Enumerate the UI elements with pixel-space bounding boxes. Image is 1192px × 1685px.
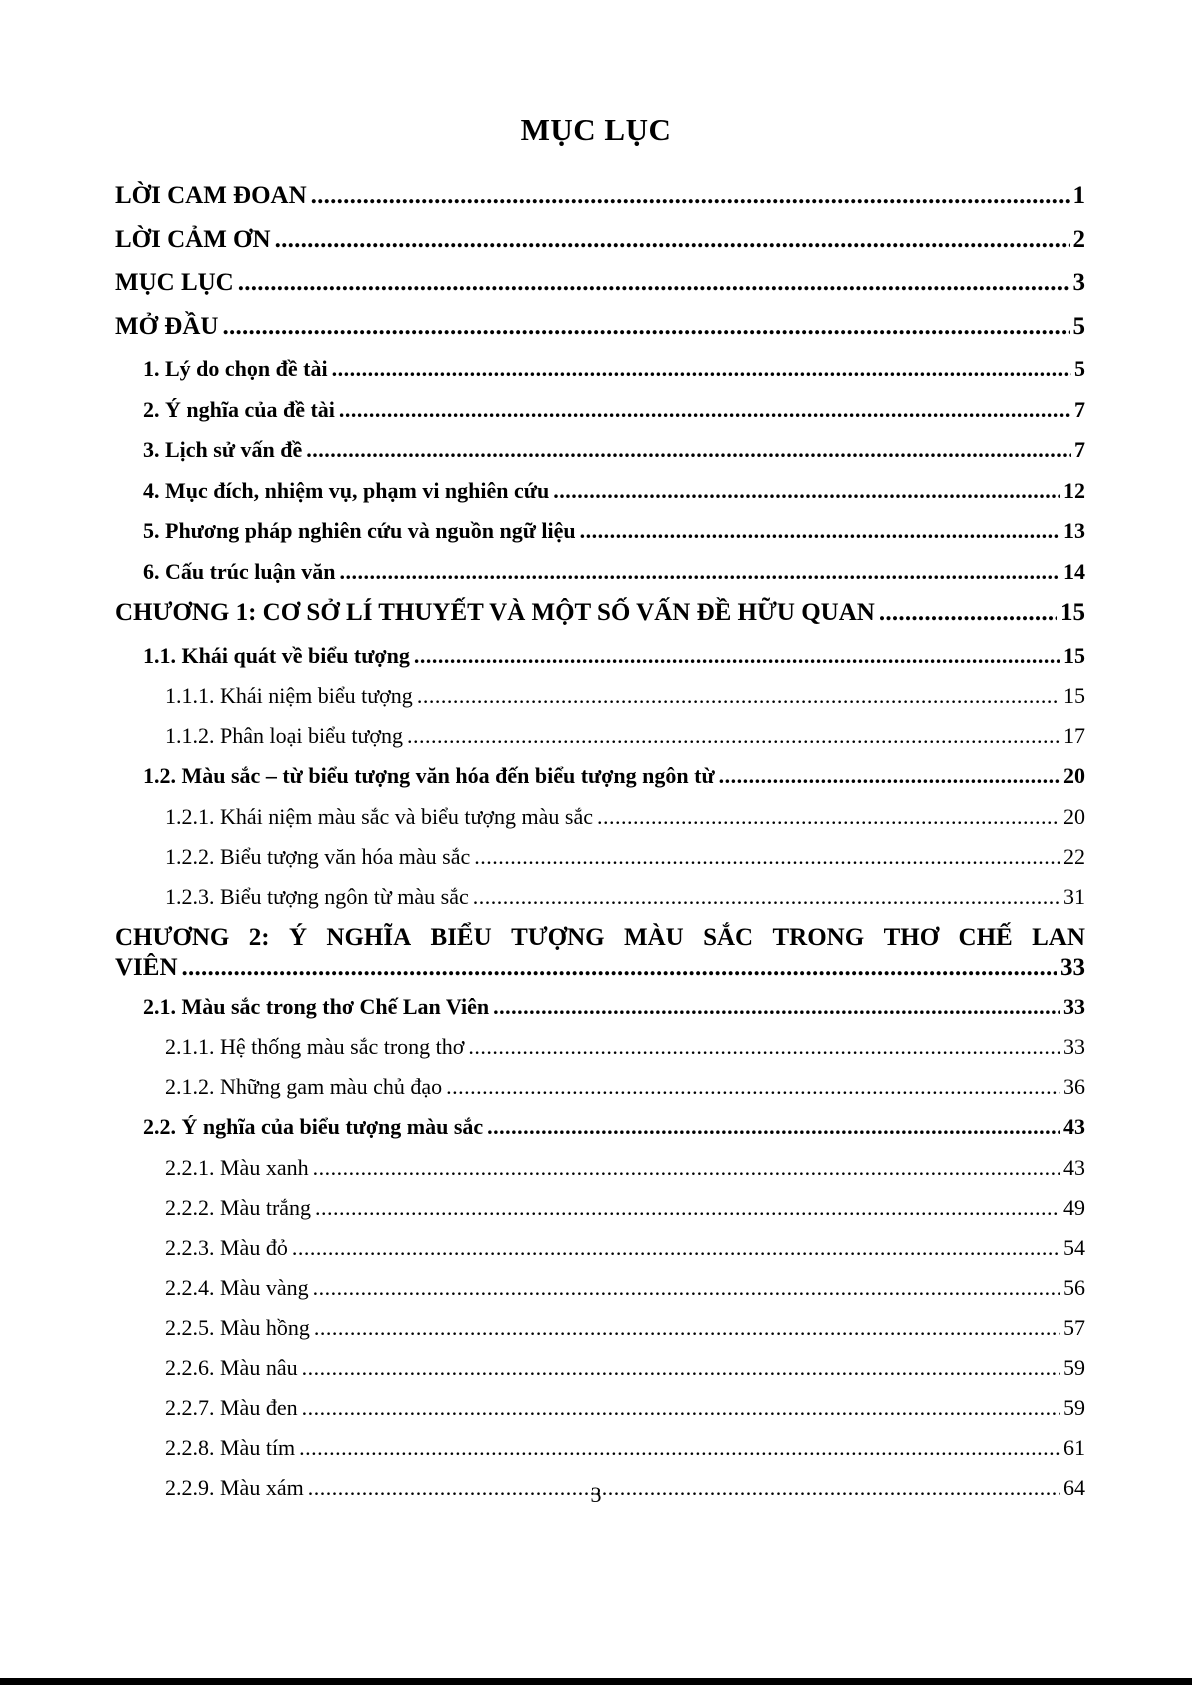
dot-leader (446, 1074, 1060, 1100)
toc-entry[interactable] (115, 559, 1085, 600)
toc-entry-label: 2.2.4. Màu vàng (165, 1274, 309, 1300)
dot-leader (313, 1275, 1060, 1301)
toc-page-number: 5 (1072, 312, 1085, 340)
toc-entry-label: 1.2. Màu sắc – từ biểu tượng văn hóa đến biểu tượng ngôn từ (143, 763, 715, 788)
dot-leader (275, 226, 1070, 254)
dot-leader (468, 1034, 1060, 1060)
toc-entry-chapter-2[interactable] (115, 924, 1085, 990)
toc-entry[interactable] (115, 643, 1085, 684)
toc-page-number: 56 (1063, 1274, 1085, 1300)
toc-entry-label: 2.1. Màu sắc trong thơ Chế Lan Viên (143, 993, 490, 1019)
dot-leader (238, 269, 1070, 297)
dot-leader (302, 1395, 1060, 1421)
toc-page-number: 15 (1060, 599, 1085, 626)
dot-leader (182, 954, 1057, 982)
toc-page-number: 57 (1063, 1314, 1085, 1340)
toc-entry-label: 2.2.6. Màu nâu (165, 1354, 298, 1380)
toc-entry[interactable] (115, 763, 1085, 804)
chapter-2-title-line (115, 924, 1085, 954)
toc-page-number: 5 (1074, 356, 1085, 381)
dot-leader (340, 559, 1060, 585)
toc-entry[interactable] (115, 518, 1085, 559)
toc-page-number: 1 (1072, 182, 1085, 209)
dot-leader (493, 994, 1060, 1020)
dot-leader (306, 437, 1071, 463)
toc-entry[interactable] (115, 397, 1085, 438)
dot-leader (580, 518, 1060, 544)
toc-entry-label: 1.1.2. Phân loại biểu tượng (165, 723, 404, 748)
title-word: MÀU (623, 923, 684, 951)
toc-entry-label: 1.2.3. Biểu tượng ngôn từ màu sắc (165, 883, 469, 909)
dot-leader (719, 763, 1060, 789)
title-word: CHƯƠNG (115, 923, 230, 951)
toc-page-number: 43 (1063, 1114, 1085, 1139)
toc-entry-label: 5. Phương pháp nghiên cứu và nguồn ngữ liệu (143, 518, 576, 543)
toc-page-number: 59 (1063, 1354, 1085, 1380)
toc-entry[interactable] (115, 1435, 1085, 1475)
toc-page-number: 14 (1063, 558, 1085, 584)
dot-leader (313, 1155, 1060, 1181)
toc-entry-label: 2.2.7. Màu đen (165, 1394, 298, 1420)
toc-page-number: 64 (1063, 1474, 1085, 1500)
dot-leader (222, 313, 1069, 341)
page-bottom-edge (0, 1678, 1192, 1685)
toc-page-number: 33 (1060, 953, 1085, 981)
toc-entry[interactable] (115, 884, 1085, 924)
dot-leader (487, 1114, 1060, 1140)
toc-entry-label: VIÊN (115, 953, 178, 981)
toc-page-number: 20 (1063, 803, 1085, 829)
toc-entry[interactable] (115, 1315, 1085, 1355)
toc-page-number: 36 (1063, 1074, 1085, 1099)
title-word: NGHĨA (326, 923, 412, 951)
toc-entry[interactable] (115, 599, 1085, 643)
toc-page-number: 17 (1063, 723, 1085, 748)
toc-page-number: 33 (1063, 1034, 1085, 1059)
dot-leader (597, 804, 1060, 830)
toc-entry-label: 1.1.1. Khái niệm biểu tượng (165, 683, 413, 708)
toc-entry[interactable] (115, 1155, 1085, 1195)
dot-leader (299, 1435, 1060, 1461)
dot-leader (553, 478, 1060, 504)
dot-leader (474, 844, 1060, 870)
table-of-contents (115, 182, 1085, 1515)
toc-page-number: 22 (1063, 843, 1085, 869)
toc-entry-label: 4. Mục đích, nhiệm vụ, phạm vi nghiên cứu (143, 477, 550, 503)
toc-entry[interactable] (115, 844, 1085, 884)
dot-leader (879, 599, 1057, 627)
dot-leader (314, 1315, 1060, 1341)
toc-entry[interactable] (115, 723, 1085, 763)
toc-page-number: 33 (1063, 993, 1085, 1019)
toc-entry-label: 2.1.1. Hệ thống màu sắc trong thơ (165, 1034, 465, 1059)
toc-entry[interactable] (115, 804, 1085, 844)
dot-leader (332, 356, 1071, 382)
page-title: MỤC LỤC (520, 112, 672, 147)
toc-entry[interactable] (115, 1195, 1085, 1235)
toc-entry[interactable] (115, 437, 1085, 478)
toc-entry[interactable] (115, 994, 1085, 1035)
title-word: Ý (288, 923, 308, 951)
toc-entry[interactable] (115, 269, 1085, 313)
toc-entry-label: 1.2.1. Khái niệm màu sắc và biểu tượng màu sắc (165, 803, 594, 829)
toc-page-number: 15 (1063, 683, 1085, 708)
title-word: TRONG (772, 923, 865, 951)
toc-entry[interactable] (115, 313, 1085, 357)
toc-entry-label: 2.2.5. Màu hồng (165, 1314, 310, 1340)
dot-leader (311, 182, 1070, 210)
toc-page-number: 61 (1063, 1434, 1085, 1460)
title-word: 2: (248, 923, 270, 951)
title-word: LAN (1032, 923, 1085, 951)
dot-leader (473, 884, 1060, 910)
toc-page-number: 49 (1063, 1194, 1085, 1220)
dot-leader (302, 1355, 1060, 1381)
toc-entry-label: 2.1.2. Những gam màu chủ đạo (165, 1074, 443, 1099)
toc-entry[interactable] (115, 182, 1085, 226)
title-word: SẮC (703, 923, 754, 951)
toc-entry-label: 1.2.2. Biểu tượng văn hóa màu sắc (165, 843, 471, 869)
toc-page-number: 43 (1063, 1154, 1085, 1180)
toc-entry-label: MỞ ĐẦU (115, 312, 219, 340)
toc-entry-label: 2.2.9. Màu xám (165, 1474, 304, 1500)
title-word: CHẾ (958, 923, 1013, 951)
toc-entry[interactable] (115, 1114, 1085, 1155)
toc-entry[interactable] (115, 356, 1085, 397)
toc-page-number: 15 (1063, 642, 1085, 668)
toc-page-number: 3 (1072, 269, 1085, 296)
toc-entry-label: 2. Ý nghĩa của đề tài (143, 396, 335, 422)
title-word: TƯỢNG (511, 923, 605, 951)
toc-entry-label: LỜI CAM ĐOAN (115, 182, 307, 209)
chapter-2-title-line (115, 954, 1085, 990)
toc-entry[interactable] (115, 1355, 1085, 1395)
toc-page-number: 13 (1063, 518, 1085, 543)
toc-entry[interactable] (115, 226, 1085, 270)
toc-page-number: 2 (1072, 225, 1085, 253)
toc-entry-label: 2.2.3. Màu đỏ (165, 1234, 288, 1260)
toc-entry[interactable] (115, 1074, 1085, 1114)
toc-page-number: 54 (1063, 1234, 1085, 1260)
toc-page-number: 7 (1074, 396, 1085, 422)
toc-entry[interactable] (115, 683, 1085, 723)
dot-leader (407, 723, 1060, 749)
toc-entry-label: 6. Cấu trúc luận văn (143, 558, 336, 584)
title-word: BIỂU (430, 923, 492, 951)
toc-entry[interactable] (115, 478, 1085, 519)
page-number: 3 (590, 1482, 602, 1507)
toc-entry-label: 2.2.2. Màu trắng (165, 1194, 312, 1220)
toc-entry-label: 2.2.8. Màu tím (165, 1434, 296, 1460)
dot-leader (417, 683, 1060, 709)
dot-leader (315, 1195, 1060, 1221)
toc-entry-label: 1. Lý do chọn đề tài (143, 356, 328, 381)
title-word: THƠ (883, 923, 940, 951)
toc-entry-label: 1.1. Khái quát về biểu tượng (143, 642, 410, 668)
toc-page-number: 20 (1063, 763, 1085, 788)
toc-page-number: 7 (1074, 437, 1085, 462)
toc-entry[interactable] (115, 1034, 1085, 1074)
toc-entry-label: CHƯƠNG 1: CƠ SỞ LÍ THUYẾT VÀ MỘT SỐ VẤN ĐỀ HỮU QUAN (115, 599, 875, 626)
toc-entry-label: LỜI CẢM ƠN (115, 225, 271, 253)
toc-entry[interactable] (115, 1235, 1085, 1275)
dot-leader (414, 643, 1060, 669)
toc-entry-label: MỤC LỤC (115, 269, 234, 296)
toc-entry-label: 3. Lịch sử vấn đề (143, 437, 303, 462)
toc-entry-label: 2.2.1. Màu xanh (165, 1154, 309, 1180)
toc-page-number: 12 (1063, 477, 1085, 503)
dot-leader (339, 397, 1071, 423)
toc-entry[interactable] (115, 1275, 1085, 1315)
toc-page-number: 59 (1063, 1394, 1085, 1420)
toc-page-number: 31 (1063, 883, 1085, 909)
toc-entry-label: 2.2. Ý nghĩa của biểu tượng màu sắc (143, 1114, 484, 1139)
toc-entry[interactable] (115, 1395, 1085, 1435)
dot-leader (292, 1235, 1060, 1261)
